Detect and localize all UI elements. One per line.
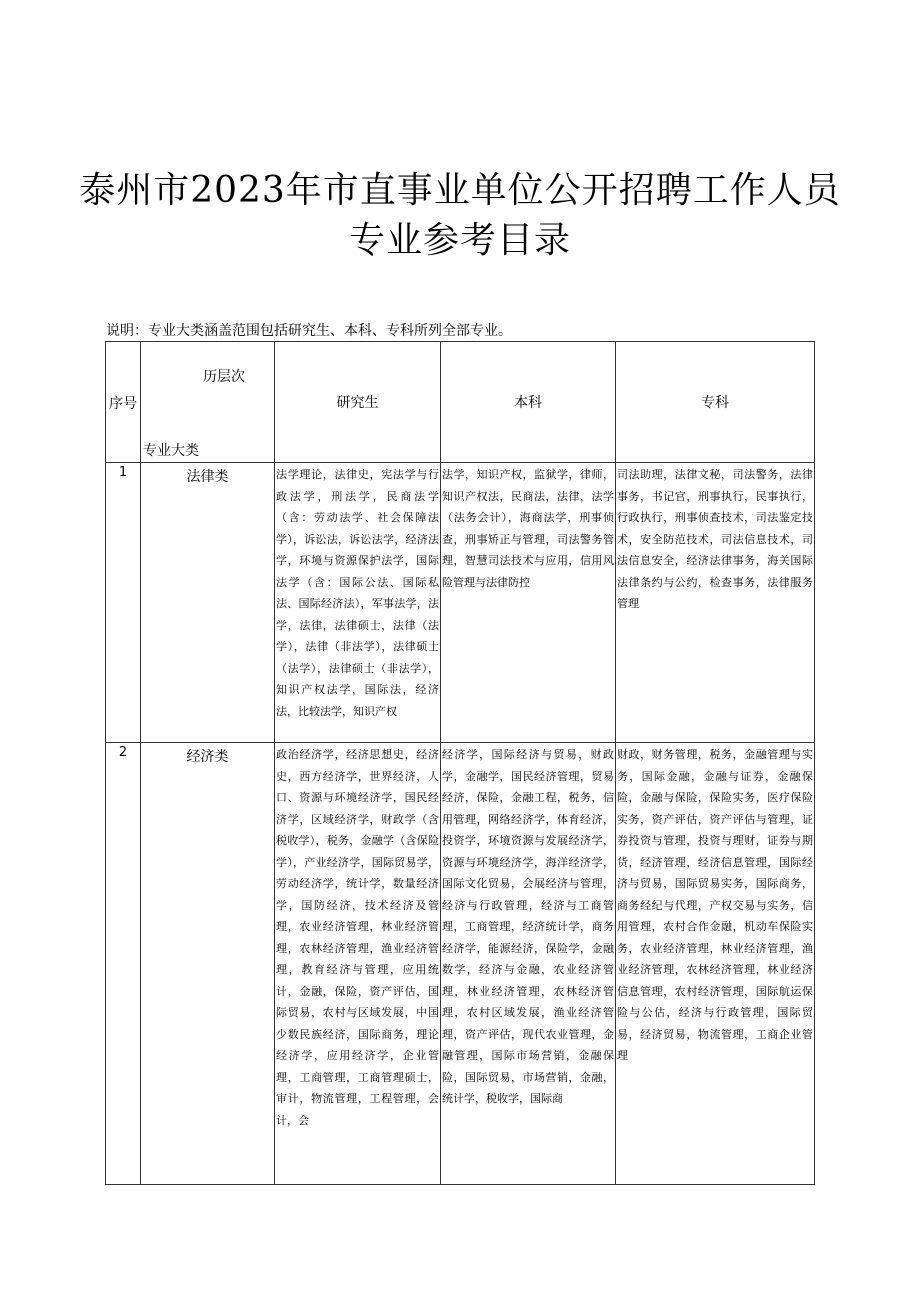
undergraduate-majors: 法学，知识产权，监狱学，律师，知识产权法，民商法，法律，法学（法务会计），海商法学，刑事侦查，刑事矫正与管理，司法警务管理，智慧司法技术与应用，信用风险管理与法律防控: [441, 463, 616, 743]
header-category-label: 专业大类: [143, 443, 199, 459]
row-category: 法律类: [141, 463, 275, 743]
header-undergraduate: 本科: [441, 342, 616, 463]
header-level-label: 历层次: [203, 369, 245, 385]
header-diagonal-cell: [141, 342, 275, 463]
row-number: 1: [106, 463, 141, 743]
row-category: 经济类: [141, 743, 275, 1185]
undergraduate-majors: 经济学，国际经济与贸易，财政学，金融学，国民经济管理，贸易经济，保险，金融工程，税务，信用管理，网络经济学，体育经济，投资学，环境资源与发展经济学，资源与环境经济学，海洋经济学，国际文化贸易，会展经济与管理，经济与行政管理，经济与工商管理，工商管理，经济统计学，商务经济学，能源经济，保险学，金融数学，经济与金融，农业经济管理，林业经济管理，农林经济管理，农村区域发展，渔业经济管理，资产评估，现代农业管理，金融管理，国际市场营销，金融保险，国际贸易，市场营销，金融，统计学，税收学，国际商: [441, 743, 616, 1185]
note-text: 说明：专业大类涵盖范围包括研究生、本科、专科所列全部专业。: [106, 323, 512, 339]
table-header-row: [106, 342, 815, 463]
table-row: [106, 463, 815, 743]
graduate-majors: 法学理论，法律史，宪法学与行政法学，刑法学，民商法学（含：劳动法学、社会保障法学），诉讼法，诉讼法学，经济法学，环境与资源保护法学，国际法学（含：国际公法、国际私法、国际经济法），军事法学，法学，法律，法律硕士，法律（法学），法律（非法学），法律硕士（法学），法律硕士（非法学），知识产权法学，国际法，经济法，比较法学，知识产权: [275, 463, 441, 743]
page-title: 泰州市2023年市直事业单位公开招聘工作人员: [79, 170, 841, 211]
major-catalog-table: [105, 341, 815, 1185]
header-seq: 序号: [106, 342, 141, 463]
header-graduate: 研究生: [275, 342, 441, 463]
college-majors: 财政，财务管理，税务，金融管理与实务，国际金融，金融与证券，金融保险，金融与保险，保险实务，医疗保险实务，资产评估，资产评估与管理，证券投资与管理，投资与理财，证券与期货，经济管理，经济信息管理，国际经济与贸易，国际贸易实务，国际商务，商务经纪与代理，产权交易与实务，信用管理，农村合作金融，机动车保险实务，农业经济管理，林业经济管理，渔业经济管理，农林经济管理，林业经济信息管理，农村经济管理，国际航运保险与公估，经济与行政管理，国际贸易，经济贸易，物流管理，工商企业管理: [616, 743, 815, 1185]
college-majors: 司法助理，法律文秘，司法警务，法律事务，书记官，刑事执行，民事执行，行政执行，刑事侦查技术，司法鉴定技术，安全防范技术，司法信息技术，司法信息安全，经济法律事务，海关国际法律条约与公约，检查事务，法律服务管理: [616, 463, 815, 743]
table-row: [106, 743, 815, 1185]
graduate-majors: 政治经济学，经济思想史，经济史，西方经济学，世界经济，人口、资源与环境经济学，国民经济学，区域经济学，财政学（含税收学），税务，金融学（含保险学），产业经济学，国际贸易学，劳动经济学，统计学，数量经济学，国防经济，技术经济及管理，农业经济管理，林业经济管理，农林经济管理，渔业经济管理，教育经济与管理，应用统计，金融，保险，资产评估，国际贸易，农村与区域发展，中国少数民族经济，国际商务，理论经济学，应用经济学，企业管理，工商管理，工商管理硕士，审计，物流管理，工程管理，会计，会: [275, 743, 441, 1185]
header-college: 专科: [616, 342, 815, 463]
row-number: 2: [106, 743, 141, 1185]
page-subtitle: 专业参考目录: [348, 220, 571, 261]
